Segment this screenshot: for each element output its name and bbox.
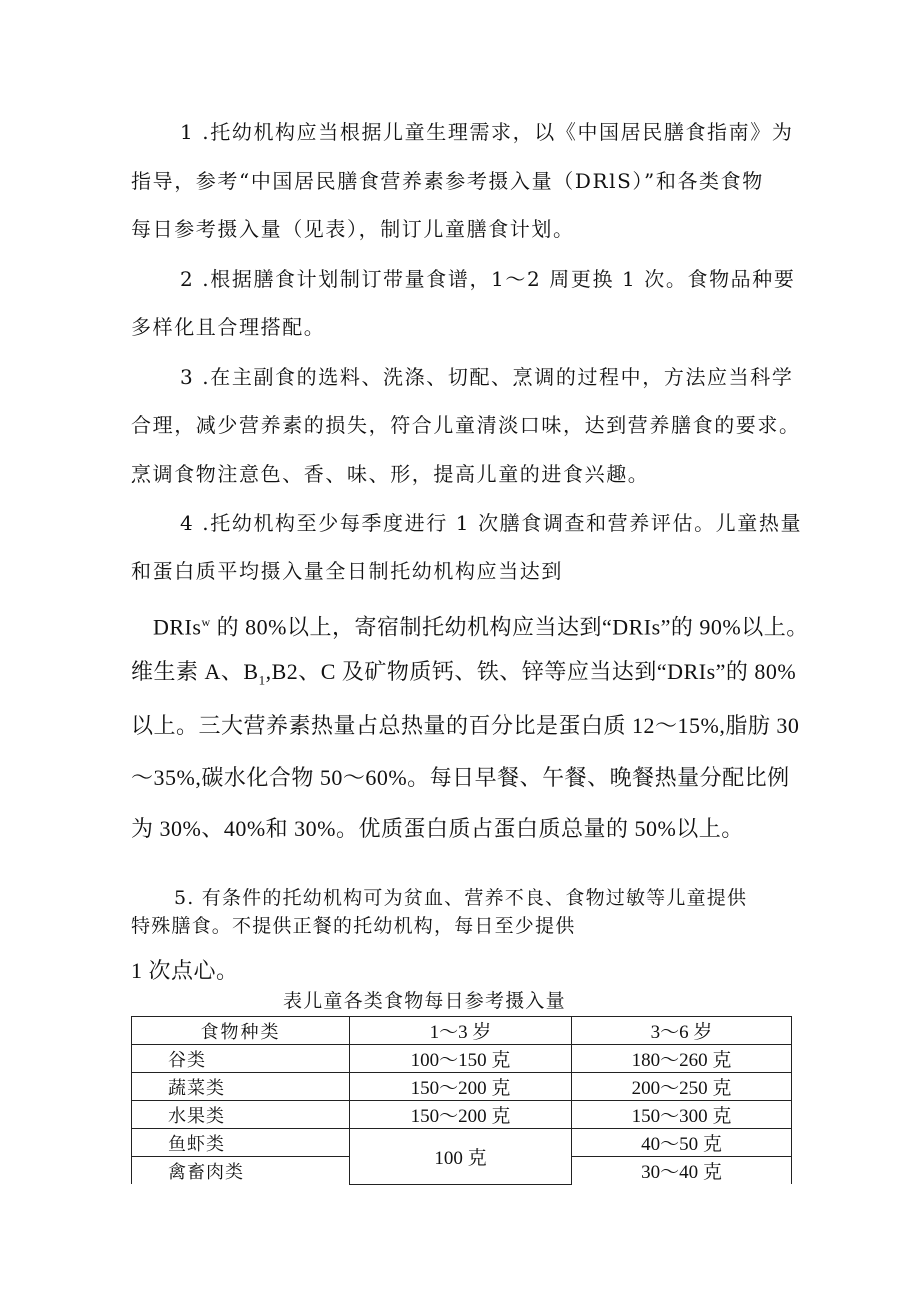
intake-1-3-merged: 100 克 xyxy=(350,1129,572,1185)
p4-line-2: 和蛋白质平均摄入量全日制托幼机构应当达到 xyxy=(131,559,563,583)
intake-3-6: 200～250 克 xyxy=(572,1073,792,1101)
p3-line-2: 合理，减少营养素的损失，符合儿童清淡口味，达到营养膳食的要求。 xyxy=(131,413,801,437)
p4-line-1: 4 .托幼机构至少每季度进行 1 次膳食调查和营养评估。儿童热量 xyxy=(180,511,803,535)
table-row xyxy=(132,1073,792,1101)
intake-1-3: 100～150 克 xyxy=(350,1045,572,1073)
p4b-line-3: 以上。三大营养素热量占总热量的百分比是蛋白质 12～15%,脂肪 30 xyxy=(131,713,800,738)
p4b-line-1-text: 的 80%以上，寄宿制托幼机构应当达到“DRIs”的 90%以上。 xyxy=(210,614,809,640)
header-age-3-6: 3～6 岁 xyxy=(572,1017,792,1045)
p2-line-1: 2 .根据膳食计划制订带量食谱，1～2 周更换 1 次。食物品种要 xyxy=(180,267,796,291)
intake-table xyxy=(131,1016,792,1185)
food-name: 蔬菜类 xyxy=(132,1073,350,1101)
p4b-line-4: ～35%,碳水化合物 50～60%。每日早餐、午餐、晚餐热量分配比例 xyxy=(131,765,790,790)
p4b-line-2-text: ,B2、C 及矿物质钙、铁、锌等应当达到“DRIs”的 80% xyxy=(265,659,797,684)
p1-line-3: 每日参考摄入量（见表），制订儿童膳食计划。 xyxy=(131,217,575,241)
table-row xyxy=(132,1045,792,1073)
food-name: 鱼虾类 xyxy=(132,1129,350,1157)
p4b-line-2 xyxy=(131,658,796,694)
food-name: 禽畜肉类 xyxy=(132,1157,350,1185)
p4b-line-5: 为 30%、40%和 30%。优质蛋白质占蛋白质总量的 50%以上。 xyxy=(131,816,744,841)
intake-3-6: 30～40 克 xyxy=(572,1157,792,1185)
p5-line-2: 特殊膳食。不提供正餐的托幼机构，每日至少提供 xyxy=(131,915,576,937)
vitamin-text: 维生素 A、B xyxy=(131,659,259,684)
food-name: 谷类 xyxy=(132,1045,350,1073)
intake-3-6: 180～260 克 xyxy=(572,1045,792,1073)
table-header-row xyxy=(132,1017,792,1045)
intake-1-3: 150～200 克 xyxy=(350,1073,572,1101)
table-row xyxy=(132,1101,792,1129)
intake-3-6: 150～300 克 xyxy=(572,1101,792,1129)
p5-line-1: 5. 有条件的托幼机构可为贫血、营养不良、食物过敏等儿童提供 xyxy=(174,887,748,909)
p3-line-3: 烹调食物注意色、香、味、形，提高儿童的进食兴趣。 xyxy=(131,462,650,486)
intake-1-3: 150～200 克 xyxy=(350,1101,572,1129)
p4b-line-1 xyxy=(153,608,809,641)
vitamin-subscript: 1 xyxy=(258,672,266,688)
dris-superscript: w xyxy=(201,615,211,629)
header-food-type: 食物种类 xyxy=(132,1017,350,1045)
dris-label: DRIs xyxy=(153,614,202,640)
intake-3-6: 40～50 克 xyxy=(572,1129,792,1157)
p3-line-1: 3 .在主副食的选料、洗涤、切配、烹调的过程中，方法应当科学 xyxy=(180,365,794,389)
p5-line-3: 1 次点心。 xyxy=(131,958,239,983)
table-caption: 表儿童各类食物每日参考摄入量 xyxy=(283,990,566,1012)
p2-line-2: 多样化且合理搭配。 xyxy=(131,315,326,339)
food-name: 水果类 xyxy=(132,1101,350,1129)
header-age-1-3: 1～3 岁 xyxy=(350,1017,572,1045)
p1-line-2: 指导，参考“中国居民膳食营养素参考摄入量（DRlS）”和各类食物 xyxy=(131,169,764,193)
table-row xyxy=(132,1129,792,1157)
p1-line-1: 1 .托幼机构应当根据儿童生理需求，以《中国居民膳食指南》为 xyxy=(180,120,794,144)
